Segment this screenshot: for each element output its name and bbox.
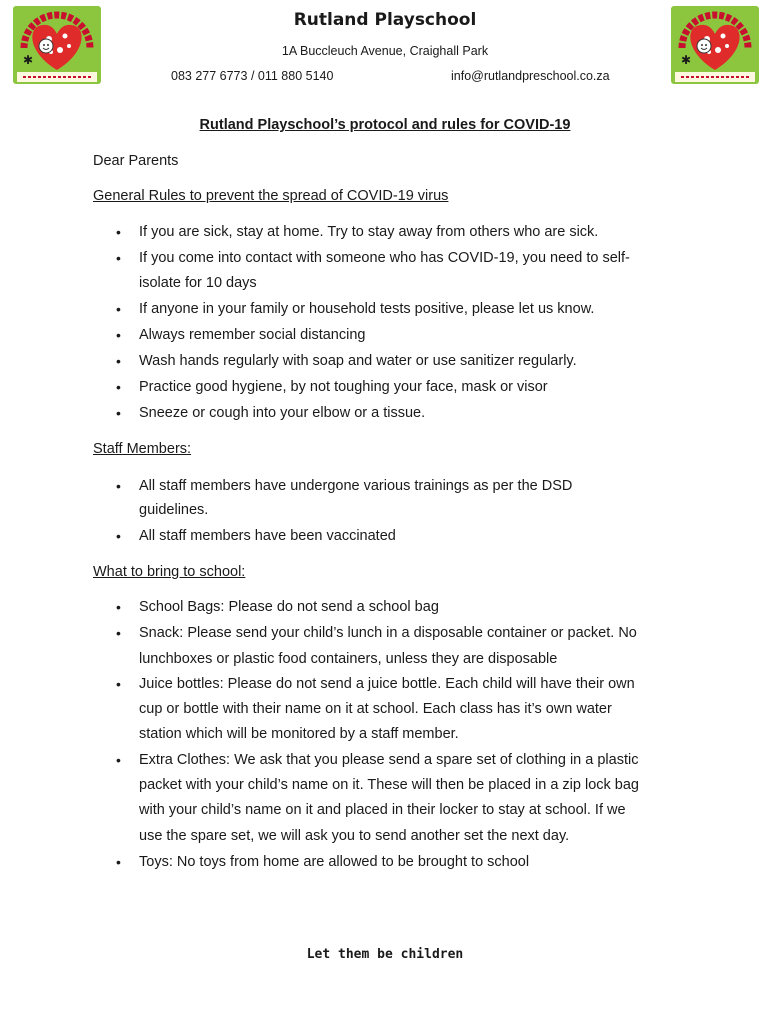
bring-item-1: School Bags: Please do not send a school bag [139, 599, 439, 615]
general-rule-3: If anyone in your family or household tests positive, please let us know. [139, 301, 595, 317]
document-title: Rutland Playschool’s protocol and rules for COVID-19 [199, 117, 571, 133]
bullet-icon: • [116, 405, 121, 421]
bullet-icon: • [116, 353, 121, 369]
general-rule-6: Practice good hygiene, by not toughing your face, mask or visor [139, 379, 548, 395]
bring-item-3-cont-1: cup or bottle with their name on it at school. Each class has it’s own water [139, 701, 612, 717]
bring-item-4-cont-2: with your child’s name on it and placed in their locker to stay at school. If we [139, 802, 626, 818]
bullet-icon: • [116, 250, 121, 266]
bullet-icon: • [116, 301, 121, 317]
staff-item-1: All staff members have undergone various trainings as per the DSD [139, 478, 573, 494]
bring-item-3-cont-2: station which will be monitored by a staff member. [139, 726, 459, 742]
bullet-icon: • [116, 528, 121, 544]
svg-text:✱: ✱ [681, 53, 692, 67]
email-address[interactable]: info@rutlandpreschool.co.za [451, 69, 610, 83]
bullet-icon: • [116, 625, 121, 641]
bring-heading: What to bring to school: [93, 564, 246, 580]
bullet-icon: • [116, 599, 121, 615]
school-address: 1A Buccleuch Avenue, Craighall Park [281, 44, 489, 58]
bring-item-3: Juice bottles: Please do not send a juice bottle. Each child will have their own [139, 676, 635, 692]
bring-item-5: Toys: No toys from home are allowed to be brought to school [139, 854, 530, 870]
bring-item-4-cont-1: packet with your child’s name on it. These will then be placed in a zip lock bag [139, 777, 639, 793]
staff-heading: Staff Members: [93, 441, 192, 457]
general-rule-4: Always remember social distancing [139, 327, 366, 343]
bullet-icon: • [116, 327, 121, 343]
bullet-icon: • [116, 379, 121, 395]
general-rule-1: If you are sick, stay at home. Try to stay away from others who are sick. [139, 224, 599, 240]
bring-item-2: Snack: Please send your child’s lunch in a disposable container or packet. No [139, 625, 637, 641]
greeting: Dear Parents [93, 153, 179, 169]
bullet-icon: • [116, 224, 121, 240]
general-rule-2: If you come into contact with someone who has COVID-19, you need to self- [139, 250, 630, 266]
school-name: Rutland Playschool [293, 10, 477, 30]
general-rule-7: Sneeze or cough into your elbow or a tissue. [139, 405, 426, 421]
staff-item-2: All staff members have been vaccinated [139, 528, 396, 544]
bullet-icon: • [116, 676, 121, 692]
general-rules-heading: General Rules to prevent the spread of COVID-19 virus [93, 188, 449, 204]
bring-item-2-cont: lunchboxes or plastic food containers, unless they are disposable [139, 651, 558, 667]
staff-item-1-cont: guidelines. [139, 502, 209, 518]
footer-tagline: Let them be children [306, 947, 464, 962]
bring-item-4: Extra Clothes: We ask that you please send a spare set of clothing in a plastic [139, 752, 639, 768]
general-rule-5: Wash hands regularly with soap and water or use sanitizer regularly. [139, 353, 577, 369]
svg-text:✱: ✱ [23, 53, 34, 67]
bullet-icon: • [116, 478, 121, 494]
general-rule-2-cont: isolate for 10 days [139, 275, 257, 291]
bring-item-4-cont-3: use the spare set, we will ask you to send another set the next day. [139, 828, 570, 844]
phone-numbers: 083 277 6773 / 011 880 5140 [171, 69, 334, 83]
bullet-icon: • [116, 854, 121, 870]
bullet-icon: • [116, 752, 121, 768]
